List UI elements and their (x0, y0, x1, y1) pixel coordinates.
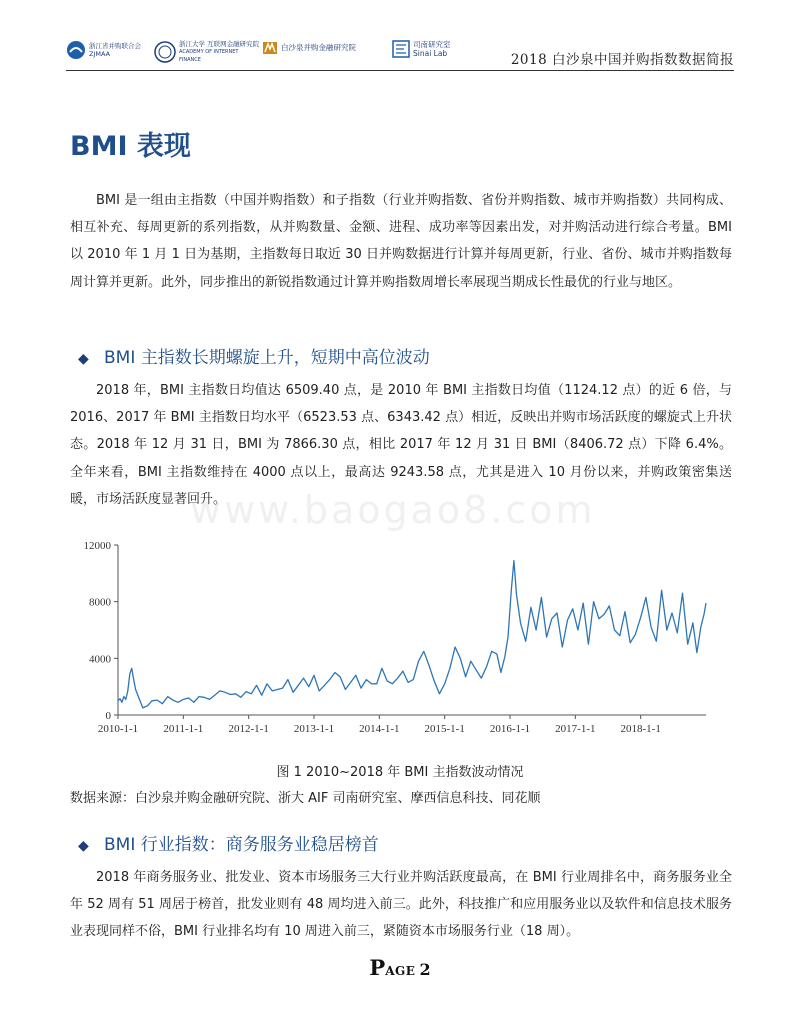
sinai-lab-logo (392, 40, 451, 58)
bmi-series-line (118, 561, 706, 708)
x-tick-label: 2017-1-1 (555, 723, 596, 735)
diamond-bullet-icon: ◆ (78, 838, 89, 854)
zjmaa-logo (66, 40, 141, 60)
x-tick-label: 2010-1-1 (97, 723, 139, 735)
y-tick-label: 12000 (83, 540, 111, 552)
zju-aif-logo-sub: ACADEMY OF INTERNET FINANCE (179, 49, 239, 63)
baishaquan-logo-name: 白沙泉并购金融研究院 (281, 43, 356, 52)
intro-paragraph: BMI 是一组由主指数（中国并购指数）和子指数（行业并购指数、省份并购指数、城市并购指数）共同构成、相互补充、每周更新的系列指数，从并购数量、金额、进程、成功率等因素出发，对并购活动进行综合考量。BMI 以 2010 年 1 月 1 日为基期，主指数每日取近 30 日并购数据进行计算并每周更新，行业、省份、城市并购指数每周计算并更新。此外，同步推出的新锐指数通过计算并购指数周增长率展现当期成长性最优的行业与地区。 (70, 193, 732, 290)
baishaquan-mark-icon (262, 40, 278, 56)
zjmaa-emblem-icon (66, 40, 86, 60)
y-tick-label: 8000 (89, 596, 111, 609)
section-title: BMI 表现 (70, 131, 191, 162)
bmi-line-chart (70, 532, 740, 772)
zju-aif-logo (154, 40, 261, 64)
x-tick-label: 2015-1-1 (424, 723, 465, 735)
header-divider (66, 70, 734, 71)
zju-aif-logo-name: 浙江大学 互联网金融研究院 (179, 40, 260, 48)
footer-age: AGE (385, 964, 416, 978)
subsection-title: BMI 主指数长期螺旋上升，短期中高位波动 (104, 348, 430, 368)
baishaquan-logo (262, 40, 356, 56)
y-tick-label: 0 (105, 710, 111, 722)
zju-seal-icon (154, 41, 176, 63)
x-tick-label: 2012-1-1 (228, 723, 269, 735)
x-tick-label: 2014-1-1 (359, 723, 400, 735)
subsection-heading-industry-index (78, 830, 379, 855)
industry-index-paragraph: 2018 年商务服务业、批发业、资本市场服务三大行业并购活跃度最高，在 BMI 行业周排名中，商务服务业全年 52 周有 51 周居于榜首，批发业则有 48 周均进入前三。此外，科技推广和应用服务业以及软件和信息技术服务业表现同样不俗，BMI 行业排名均有 10 周进入前三，紧随资本市场服务行业（18 周）。 (70, 870, 732, 940)
x-tick-label: 2013-1-1 (293, 723, 335, 735)
page-footer (0, 955, 800, 980)
x-tick-label: 2011-1-1 (163, 723, 204, 735)
x-tick-label: 2018-1-1 (620, 723, 661, 735)
subsection-heading-main-index (78, 343, 430, 368)
figure-caption: 图 1 2010~2018 年 BMI 主指数波动情况 (276, 765, 524, 780)
zjmaa-logo-name: 浙江省并购联合会 (89, 42, 141, 50)
page-number: 2 (419, 960, 431, 979)
zjmaa-logo-sub: ZJMAA (89, 50, 111, 58)
main-index-paragraph: 2018 年，BMI 主指数日均值达 6509.40 点，是 2010 年 BMI 主指数日均值（1124.12 点）的近 6 倍，与 2016、2017 年 BMI 主指数日均水平（6523.53 点、6343.42 点）相近，反映出并购市场活跃度的螺旋式上升状态。2018 年 12 月 31 日，BMI 为 7866.30 点，相比 2017 年 12 月 31 日 BMI（8406.72 点）下降 6.4%。全年来看，BMI 主指数维持在 4000 点以上，最高达 9243.58 点，尤其是进入 10 月份以来，并购政策密集送暖，市场活跃度显著回升。 (70, 383, 732, 507)
sinai-logo-name: 司南研究室 (413, 40, 451, 49)
footer-p: P (369, 955, 386, 980)
watermark: www.baogao8.com (190, 488, 596, 532)
diamond-bullet-icon: ◆ (78, 351, 89, 367)
page-header (66, 36, 734, 70)
report-title: 2018 白沙泉中国并购指数数据简报 (510, 52, 734, 68)
data-source: 数据来源：白沙泉并购金融研究院、浙大 AIF 司南研究室、摩西信息科技、同花顺 (70, 791, 541, 806)
x-tick-label: 2016-1-1 (489, 723, 531, 735)
sinai-logo-sub: Sinai Lab (413, 49, 448, 58)
y-tick-label: 4000 (89, 653, 111, 666)
subsection-title: BMI 行业指数：商务服务业稳居榜首 (104, 835, 379, 855)
sinai-mark-icon (392, 40, 410, 58)
